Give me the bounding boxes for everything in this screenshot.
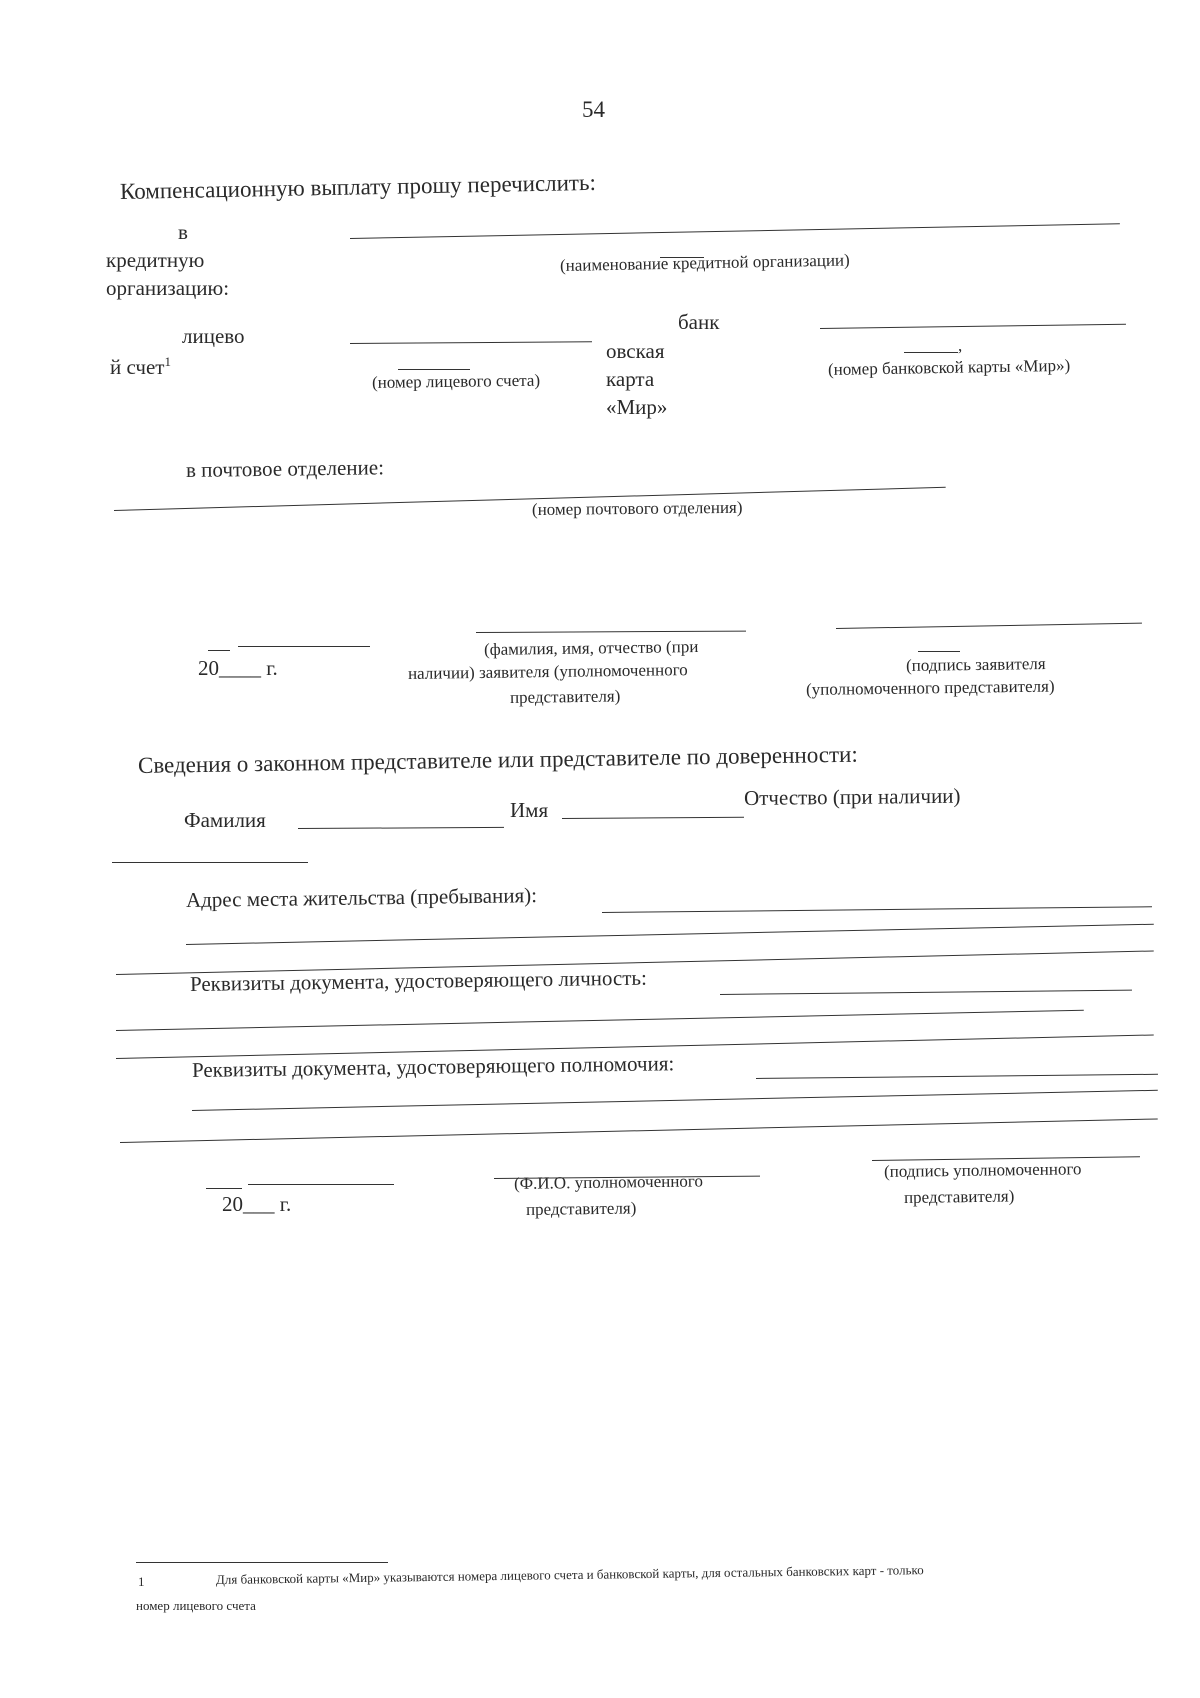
sign1-day-line — [208, 650, 230, 651]
post-caption: (номер почтового отделения) — [531, 497, 743, 519]
rep-address-line-2 — [186, 924, 1154, 945]
account-caption: (номер лицевого счета) — [371, 370, 541, 392]
rep-name-label: Имя — [510, 798, 549, 822]
footnote-text-1: Для банковской карты «Мир» указываются номера лицевого счета и банковской карты, для остальных банковских карт - только — [215, 1562, 924, 1587]
rep-auth-doc-label: Реквизиты документа, удостоверяющего полномочия: — [191, 1051, 675, 1082]
sign1-fio-caption-3: представителя) — [509, 686, 621, 707]
rep-name-line — [562, 817, 744, 819]
sign1-signature-caption-1: (подпись заявителя — [905, 654, 1046, 675]
credit-org-label-1: в — [178, 220, 188, 244]
sign2-signature-caption-1: (подпись уполномоченного — [883, 1159, 1082, 1181]
rep-patronymic-line — [112, 862, 308, 863]
page-number: 54 — [582, 97, 605, 122]
rep-heading: Сведения о законном представителе или представителе по доверенности: — [137, 741, 858, 778]
rep-auth-doc-line-3 — [120, 1118, 1158, 1143]
rep-auth-doc-line-2 — [192, 1090, 1158, 1111]
rep-id-doc-line-2 — [116, 1010, 1084, 1031]
post-label: в почтовое отделение: — [185, 455, 385, 482]
rep-patronymic-label: Отчество (при наличии) — [743, 783, 961, 810]
card-field-line — [820, 324, 1126, 329]
account-footnote-mark: 1 — [164, 354, 171, 369]
rep-surname-line — [298, 827, 504, 829]
card-label-2: овская — [606, 339, 665, 363]
sign1-fio-caption-1: (фамилия, имя, отчество (при — [483, 637, 699, 659]
sign1-fio-line — [476, 631, 746, 633]
rep-id-doc-line-1 — [720, 990, 1132, 995]
sign2-signature-caption-2: представителя) — [903, 1186, 1015, 1207]
sign2-fio-caption-2: представителя) — [525, 1198, 637, 1219]
credit-org-label-2: кредитную — [106, 248, 205, 272]
rep-address-label: Адрес места жительства (пребывания): — [185, 883, 538, 912]
sign2-month-line — [248, 1184, 394, 1185]
sign1-signature-short-line — [918, 651, 960, 652]
account-label-1: лицево — [182, 324, 245, 348]
sign2-fio-caption-1: (Ф.И.О. уполномоченного — [513, 1171, 704, 1193]
card-label-1: банк — [678, 310, 720, 334]
sign1-year: 20____ г. — [198, 656, 278, 680]
sign1-signature-caption-2: (уполномоченного представителя) — [805, 676, 1055, 699]
credit-org-field-line — [350, 223, 1120, 239]
sign1-signature-line — [836, 623, 1142, 629]
footnote-separator — [136, 1562, 388, 1563]
rep-auth-doc-line-1 — [756, 1074, 1158, 1079]
sign1-month-line — [238, 646, 370, 647]
account-label-2-text: й счет — [110, 355, 165, 379]
sign2-year: 20___ г. — [222, 1192, 292, 1216]
account-short-line — [398, 369, 470, 370]
account-label-2 — [110, 354, 171, 380]
card-label-4: «Мир» — [606, 395, 668, 419]
payment-heading: Компенсационную выплату прошу перечислить: — [119, 169, 597, 204]
card-comma: , — [958, 336, 963, 355]
footnote-mark: 1 — [138, 1574, 145, 1589]
sign1-fio-caption-2: наличии) заявителя (уполномоченного — [407, 660, 688, 683]
rep-surname-label: Фамилия — [184, 808, 266, 832]
card-label-3: карта — [606, 367, 655, 391]
footnote-text-2: номер лицевого счета — [136, 1598, 256, 1613]
rep-id-doc-label: Реквизиты документа, удостоверяющего личность: — [189, 965, 648, 996]
sign2-day-line — [206, 1188, 242, 1189]
card-caption: (номер банковской карты «Мир») — [827, 355, 1071, 379]
rep-address-line-1 — [602, 906, 1152, 913]
account-field-line — [350, 341, 592, 344]
post-field-line — [114, 487, 946, 511]
credit-org-caption: (наименование кредитной организации) — [559, 250, 850, 275]
credit-org-label-3: организацию: — [106, 276, 230, 300]
card-short-line — [904, 352, 958, 353]
